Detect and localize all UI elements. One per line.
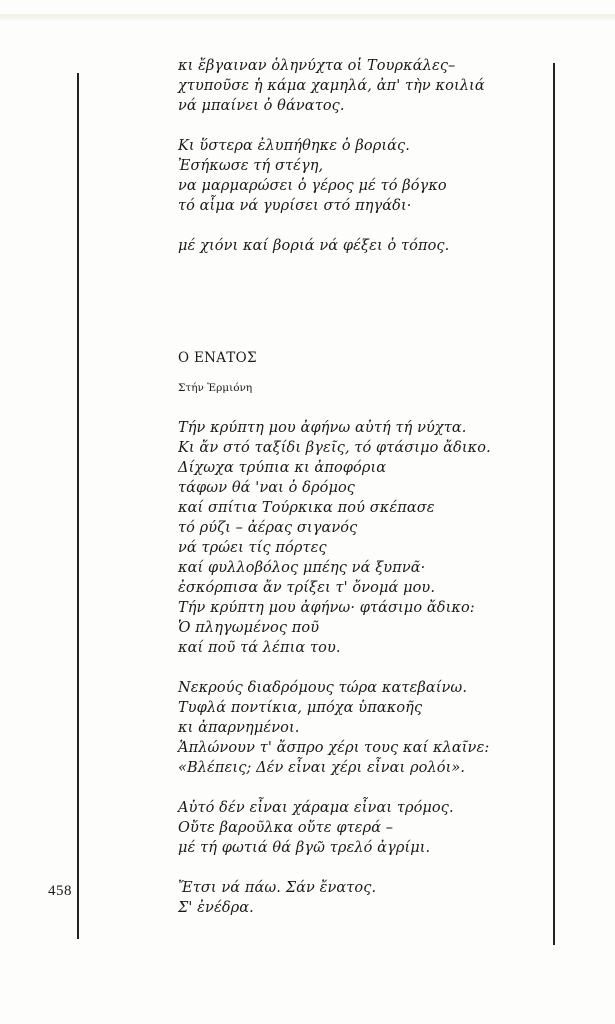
page-number: 458 [48, 883, 72, 899]
verse-line: Δίχωχα τρύπια κι ἀποφόρια [178, 460, 387, 476]
verse-line: να μαρμαρώσει ὁ γέρος μέ τό βόγκο [178, 178, 447, 194]
verse-line: Οὔτε βαροῦλκα οὔτε φτερά – [178, 820, 394, 836]
verse-line: κι ἀπαρνημένοι. [178, 720, 300, 736]
verse-line: καί ποῦ τά λέπια του. [178, 640, 341, 656]
poem-title: Ο ΕΝΑΤΟΣ [178, 350, 257, 366]
verse-line: νά τρώει τίς πόρτες [178, 540, 327, 556]
verse-line: μέ χιόνι καί βοριά νά φέξει ὁ τόπος. [178, 238, 450, 254]
stanza-top-1 [178, 56, 538, 116]
page-top-edge [0, 14, 615, 20]
verse-line: χτυποῦσε ἡ κάμα χαμηλά, ἀπ' τὴν κοιλιά [178, 78, 485, 94]
verse-line: Κι ὕστερα ἐλυπήθηκε ὁ βοριάς. [178, 138, 410, 154]
right-margin-rule [553, 63, 555, 945]
verse-line: τό ρύζι – ἀέρας σιγανός [178, 520, 358, 536]
verse-line: καί σπίτια Τούρκικα πού σκέπασε [178, 500, 435, 516]
poem-text-block [178, 56, 538, 918]
verse-line: τό αἷμα νά γυρίσει στό πηγάδι· [178, 198, 412, 214]
verse-line: Νεκρούς διαδρόμους τώρα κατεβαίνω. [178, 680, 468, 696]
stanza-2 [178, 678, 538, 778]
verse-line: καί φυλλοβόλος μπέης νά ξυπνᾶ· [178, 560, 426, 576]
stanza-4 [178, 878, 538, 918]
verse-line: Σ' ἐνέδρα. [178, 900, 254, 916]
verse-line: κι ἔβγαιναν ὁληνύχτα οἱ Τουρκάλες– [178, 58, 456, 74]
poem-dedication: Στήν Ἑρμιόνη [178, 382, 253, 394]
verse-line: Ἐσήκωσε τή στέγη, [178, 158, 324, 174]
stanza-1 [178, 418, 538, 658]
verse-line: Αὐτό δέν εἶναι χάραμα εἶναι τρόμος. [178, 800, 454, 816]
verse-line: Ἁπλώνουν τ' ἄσπρο χέρι τους καί κλαῖνε: [178, 740, 490, 756]
stanza-top-2 [178, 136, 538, 216]
verse-line: Ὁ πληγωμένος ποῦ [178, 620, 320, 636]
verse-line: Ἔτσι νά πάω. Σάν ἔνατος. [178, 880, 377, 896]
verse-line: Τυφλά ποντίκια, μπόχα ὑπακοῆς [178, 700, 423, 716]
verse-line: Τήν κρύπτη μου ἀφήνω· φτάσιμο ἄδικο: [178, 600, 475, 616]
verse-line: ἐσκόρπισα ἄν τρίξει τ' ὄνομά μου. [178, 580, 436, 596]
verse-line: «Βλέπεις; Δέν εἶναι χέρι εἶναι ρολόι». [178, 760, 466, 776]
verse-line: μέ τή φωτιά θά βγῶ τρελό ἀγρίμι. [178, 840, 431, 856]
verse-line: Κι ἄν στό ταξίδι βγεῖς, τό φτάσιμο ἄδικο. [178, 440, 491, 456]
verse-line: τάφων θά 'ναι ὁ δρόμος [178, 480, 356, 496]
verse-line: Τήν κρύπτη μου ἀφήνω αὐτή τή νύχτα. [178, 420, 467, 436]
left-margin-rule [77, 73, 79, 939]
verse-line: νά μπαίνει ὁ θάνατος. [178, 98, 345, 114]
stanza-top-3 [178, 236, 538, 256]
stanza-3 [178, 798, 538, 858]
